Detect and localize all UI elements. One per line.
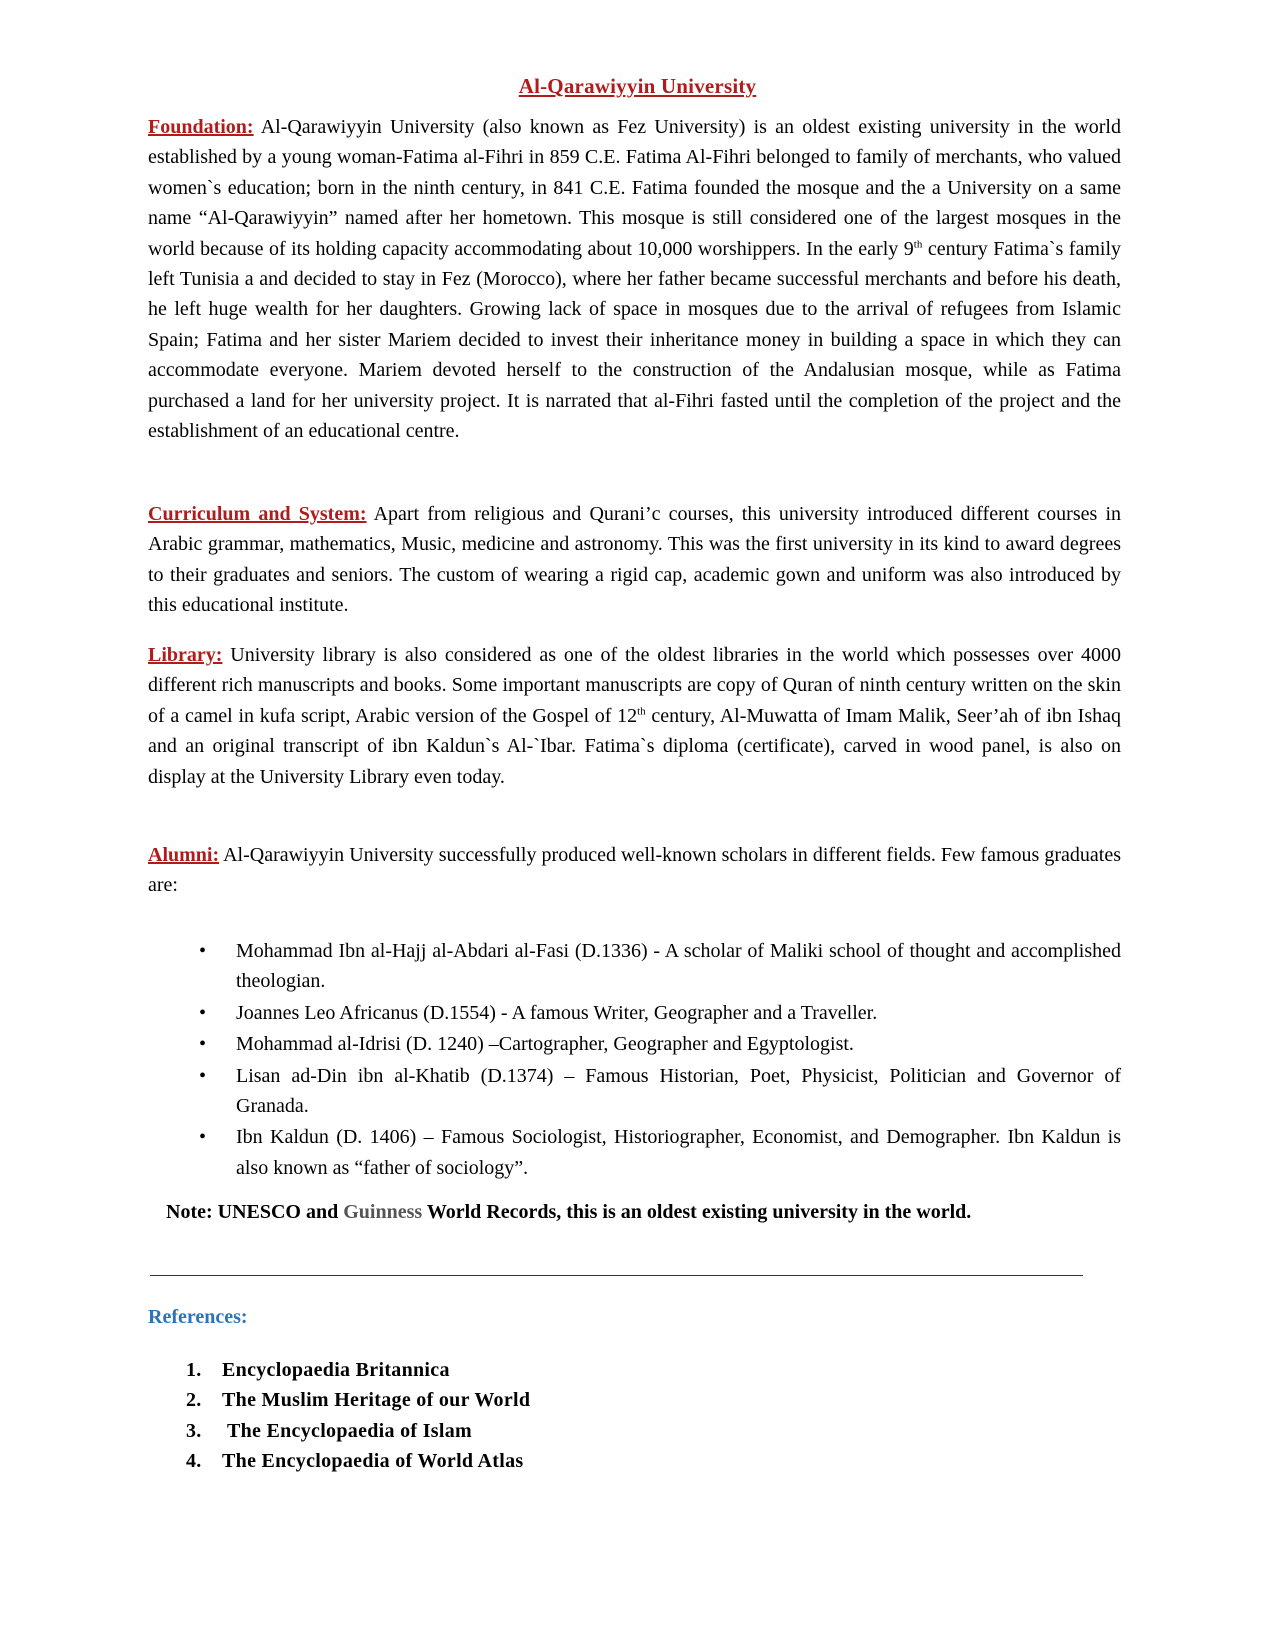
reference-number: 4.	[186, 1450, 202, 1473]
references-list	[148, 1355, 530, 1477]
reference-item	[148, 1355, 530, 1385]
curriculum-label: Curriculum and System:	[148, 503, 367, 525]
foundation-text-1: Al-Qarawiyyin University (also known as Fez University) is an oldest existing university in the world established by a young woman-Fatima al-Fihri in 859 C.E. Fatima Al-Fihri belonged to family of merchants, who valued women`s education; born in the ninth century, in 841 C.E. Fatima founded the mosque and the a University on a same name “Al-Qarawiyyin” named after her hometown. This mosque is still considered one of the largest mosques in the world because of its holding capacity accommodating about 10,000 worshippers. In the early 9	[148, 116, 1121, 260]
library-sup: th	[637, 705, 646, 718]
alumni-list	[148, 936, 1121, 1184]
library-paragraph	[148, 640, 1121, 792]
note-highlight: Guinness	[343, 1201, 423, 1223]
list-item	[148, 1122, 1121, 1183]
bullet-icon: •	[199, 940, 207, 962]
reference-number: 3.	[186, 1419, 202, 1442]
page-title: Al-Qarawiyyin University	[518, 74, 757, 98]
alumni-text: Al-Qarawiyyin University successfully produced well-known scholars in different fields. Few famous graduates are:	[148, 844, 1121, 897]
alumni-item-text: Joannes Leo Africanus (D.1554) - A famous Writer, Geographer and a Traveller.	[236, 1001, 878, 1024]
alumni-item-text: Lisan ad-Din ibn al-Khatib (D.1374) – Famous Historian, Poet, Physicist, Politician and Governor of Granada.	[236, 1064, 1121, 1118]
foundation-label: Foundation:	[148, 116, 254, 138]
note-prefix: Note: UNESCO and	[166, 1201, 344, 1223]
alumni-item-text: Mohammad al-Idrisi (D. 1240) –Cartographer, Geographer and Egyptologist.	[236, 1033, 854, 1056]
bullet-icon: •	[199, 1126, 207, 1149]
reference-text: The Muslim Heritage of our World	[222, 1389, 531, 1412]
list-item	[148, 1029, 1121, 1059]
list-item	[148, 1061, 1121, 1122]
reference-item	[148, 1385, 530, 1415]
reference-text: The Encyclopaedia of World Atlas	[222, 1450, 524, 1473]
alumni-item-text: Mohammad Ibn al-Hajj al-Abdari al-Fasi (D.1336) - A scholar of Maliki school of thought and accomplished theologian.	[236, 940, 1121, 993]
references-heading: References:	[148, 1306, 248, 1328]
curriculum-text: Apart from religious and Qurani’c courses, this university introduced different courses in Arabic grammar, mathematics, Music, medicine and astronomy. This was the first university in its kind to award degrees to their graduates and seniors. The custom of wearing a rigid cap, academic gown and uniform was also introduced by this educational institute.	[148, 503, 1121, 617]
reference-text: Encyclopaedia Britannica	[222, 1359, 450, 1381]
note	[166, 1201, 971, 1224]
list-item	[148, 998, 1121, 1028]
library-text-2: century, Al-Muwatta of Imam Malik, Seer’ah of ibn Ishaq and an original transcript of ibn Kaldun`s Al-`Ibar. Fatima`s diploma (certificate), carved in wood panel, is also on display at the University Library even today.	[148, 704, 1121, 788]
reference-item	[148, 1446, 530, 1476]
foundation-text-2: century Fatima`s family left Tunisia a and decided to stay in Fez (Morocco), where her father became successful merchants and before his death, he left huge wealth for her daughters. Growing lack of space in mosques due to the arrival of refugees from Islamic Spain; Fatima and her sister Mariem decided to invest their inheritance money in building a space in which they can accommodate everyone. Mariem devoted herself to the construction of the Andalusian mosque, while as Fatima purchased a land for her university project. It is narrated that al-Fihri fasted until the completion of the project and the establishment of an educational centre.	[148, 237, 1121, 443]
reference-item	[148, 1416, 530, 1446]
reference-number: 2.	[186, 1389, 202, 1412]
divider	[150, 1275, 1083, 1276]
bullet-icon: •	[199, 1064, 207, 1087]
alumni-label: Alumni:	[148, 844, 220, 866]
reference-text: The Encyclopaedia of Islam	[222, 1419, 472, 1442]
list-item	[148, 936, 1121, 997]
foundation-paragraph	[148, 112, 1121, 446]
note-suffix: World Records, this is an oldest existing university in the world.	[422, 1201, 972, 1223]
alumni-paragraph	[148, 840, 1121, 901]
library-text-1: University library is also considered as one of the oldest libraries in the world which possesses over 4000 different rich manuscripts and books. Some important manuscripts are copy of Quran of ninth century written on the skin of a camel in kufa script, Arabic version of the Gospel of 12	[148, 644, 1121, 727]
curriculum-paragraph	[148, 499, 1121, 621]
alumni-item-text: Ibn Kaldun (D. 1406) – Famous Sociologist, Historiographer, Economist, and Demographer. Ibn Kaldun is also known as “father of sociology”.	[236, 1126, 1121, 1179]
bullet-icon: •	[199, 1033, 207, 1056]
reference-number: 1.	[186, 1359, 202, 1381]
bullet-icon: •	[199, 1001, 207, 1024]
library-label: Library:	[148, 644, 223, 666]
foundation-sup: th	[913, 237, 923, 250]
